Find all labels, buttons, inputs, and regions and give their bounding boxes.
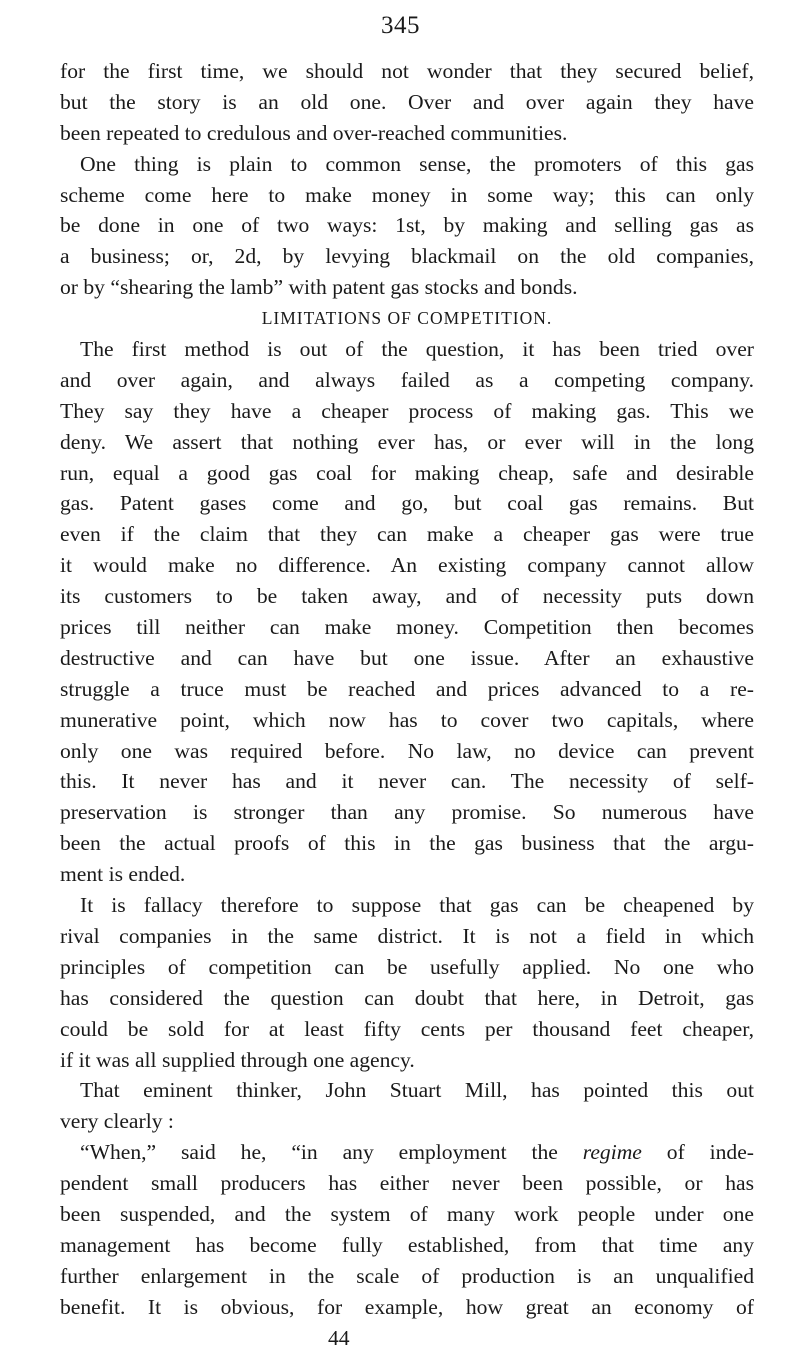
text-line: prices till neither can make money. Competition then becomes	[60, 615, 754, 640]
text-line: even if the claim that they can make a cheaper gas were true	[60, 522, 754, 547]
text-line: struggle a truce must be reached and prices advanced to a re-	[60, 676, 754, 701]
text-line: benefit. It is obvious, for example, how great an economy of	[60, 1294, 754, 1319]
text-line: gas. Patent gases come and go, but coal gas remains. But	[60, 491, 754, 516]
section-heading: LIMITATIONS OF COMPETITION.	[261, 308, 553, 329]
body-text	[60, 56, 754, 1353]
text-line: The first method is out of the question, it has been tried over	[80, 337, 754, 362]
signature-mark: 44	[328, 1325, 350, 1350]
text-line: “When,” said he, “in any employment the regime of inde-	[80, 1140, 754, 1165]
text-line: munerative point, which now has to cover two capitals, where	[60, 707, 754, 732]
text-line: but the story is an old one. Over and over again they have	[60, 89, 754, 114]
text-line: this. It never has and it never can. The necessity of self-	[60, 769, 754, 794]
text-line: could be sold for at least fifty cents per thousand feet cheaper,	[60, 1016, 754, 1041]
text-line: One thing is plain to common sense, the promoters of this gas	[80, 151, 754, 176]
text-line: deny. We assert that nothing ever has, or ever will in the long	[60, 429, 754, 454]
text-line: further enlargement in the scale of production is an unqualified	[60, 1263, 754, 1288]
text-line: been repeated to credulous and over-reached communities.	[60, 120, 568, 145]
text-line: it would make no difference. An existing company cannot allow	[60, 553, 754, 578]
text-line: preservation is stronger than any promise. So numerous have	[60, 800, 754, 825]
text-line: pendent small producers has either never been possible, or has	[60, 1171, 754, 1196]
text-line: principles of competition can be usefully applied. No one who	[60, 954, 754, 979]
text-line: only one was required before. No law, no device can prevent	[60, 738, 754, 763]
text-line: scheme come here to make money in some way; this can only	[60, 182, 754, 207]
text-line: or by “shearing the lamb” with patent gas stocks and bonds.	[60, 275, 578, 300]
text-line: a business; or, 2d, by levying blackmail on the old companies,	[60, 244, 754, 269]
text-line: run, equal a good gas coal for making cheap, safe and desirable	[60, 460, 754, 485]
text-line: rival companies in the same district. It is not a field in which	[60, 923, 754, 948]
page-number: 345	[381, 12, 420, 39]
text-line: management has become fully established, from that time any	[60, 1232, 754, 1257]
text-line: its customers to be taken away, and of necessity puts down	[60, 584, 754, 609]
text-line: ment is ended.	[60, 862, 186, 887]
text-line: It is fallacy therefore to suppose that gas can be cheapened by	[80, 893, 754, 918]
text-line: be done in one of two ways: 1st, by making and selling gas as	[60, 213, 754, 238]
text-line: and over again, and always failed as a competing company.	[60, 367, 754, 392]
text-line: has considered the question can doubt that here, in Detroit, gas	[60, 985, 754, 1010]
italic-term: regime	[582, 1140, 642, 1165]
text-line: been the actual proofs of this in the gas business that the argu-	[60, 831, 754, 856]
text-line: They say they have a cheaper process of making gas. This we	[60, 398, 754, 423]
text-line: if it was all supplied through one agency.	[60, 1047, 415, 1072]
text-line: destructive and can have but one issue. After an exhaustive	[60, 645, 754, 670]
text-line: very clearly :	[60, 1109, 174, 1134]
text-line: for the first time, we should not wonder that they secured belief,	[60, 59, 754, 83]
text-line: That eminent thinker, John Stuart Mill, has pointed this out	[80, 1078, 754, 1103]
text-line: been suspended, and the system of many work people under one	[60, 1201, 754, 1226]
